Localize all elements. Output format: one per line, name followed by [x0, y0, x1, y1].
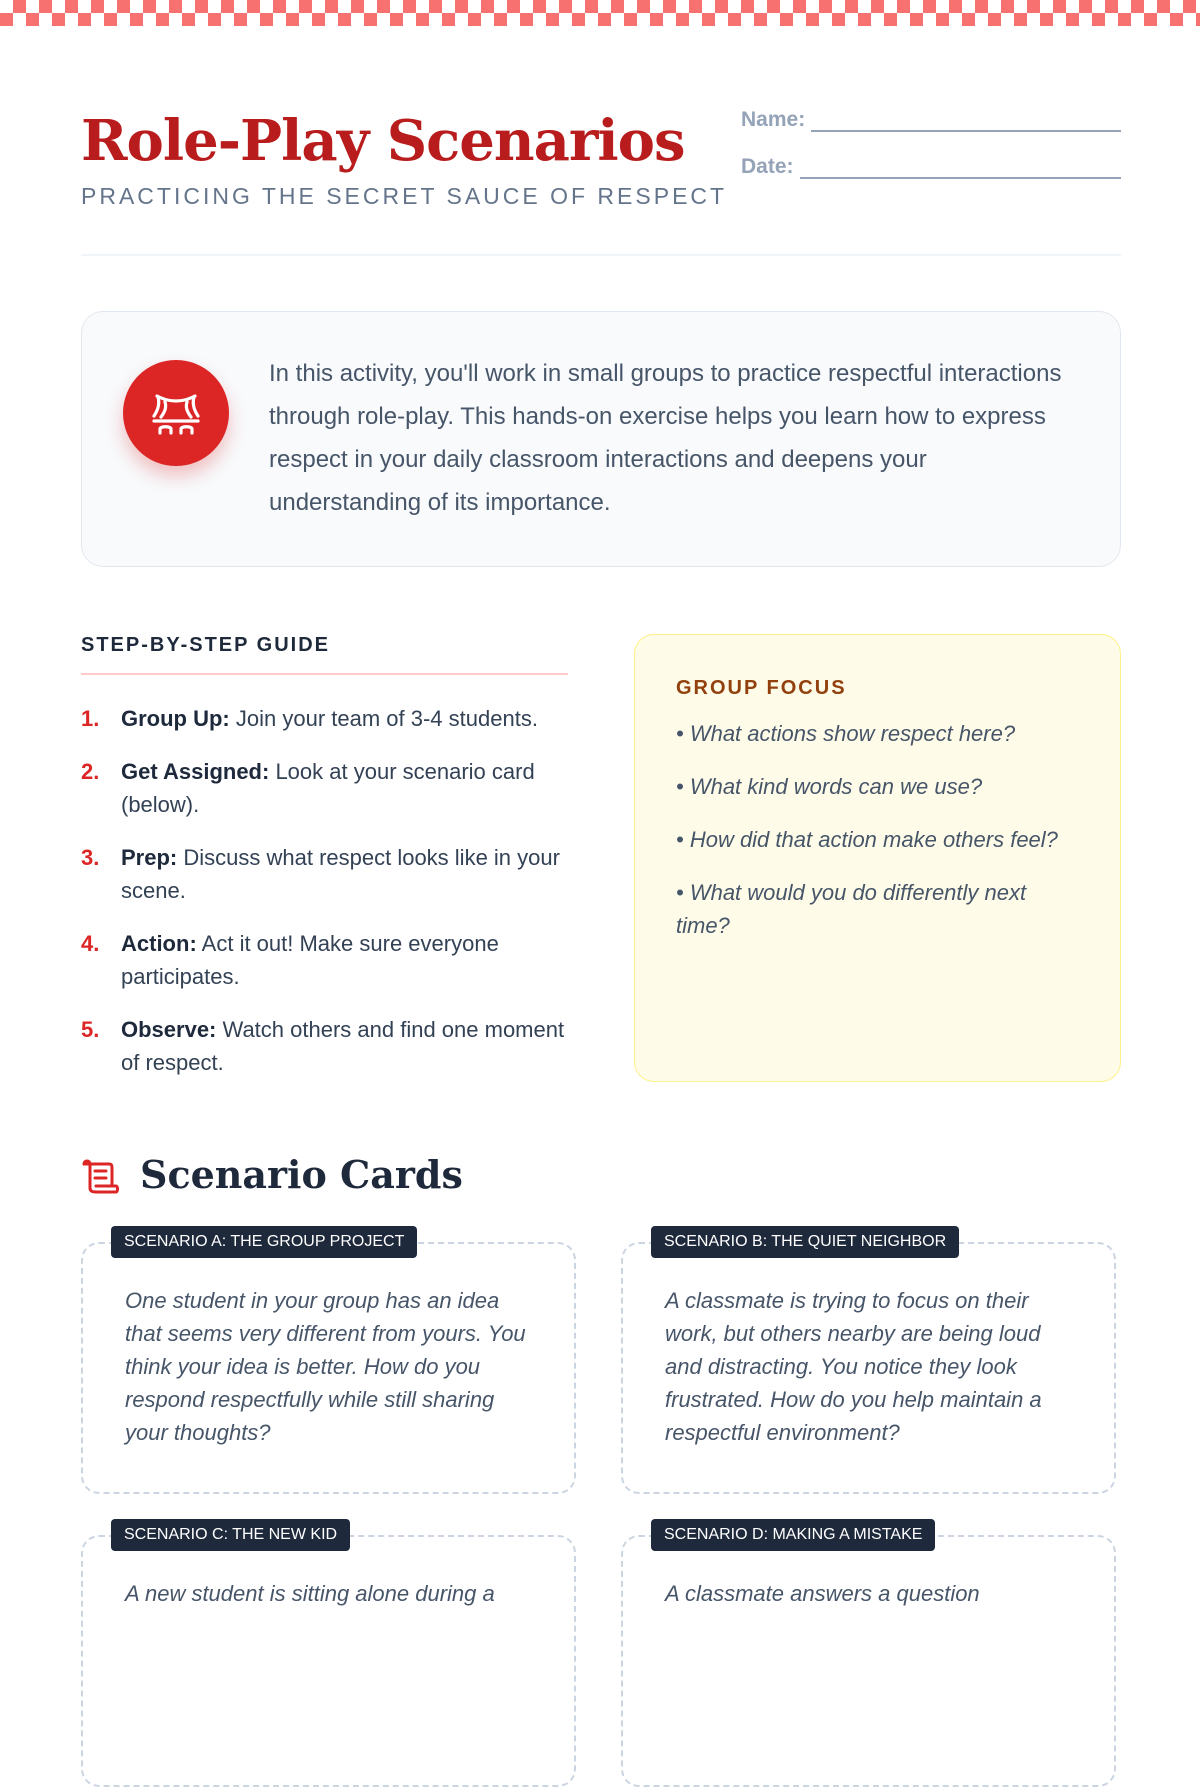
step-number: 5.: [81, 1017, 100, 1042]
step-item: [81, 841, 571, 907]
date-label: Date:: [741, 155, 794, 178]
step-number: 4.: [81, 931, 100, 956]
focus-question: • What kind words can we use?: [676, 774, 983, 799]
step-text: Look at your scenario card (below).: [121, 759, 535, 817]
step-number: 1.: [81, 706, 100, 731]
focus-question: • What actions show respect here?: [676, 721, 1016, 746]
date-field[interactable]: [741, 155, 1121, 179]
step-text: Act it out! Make sure everyone participates.: [121, 931, 499, 989]
scenario-card[interactable]: [621, 1526, 1116, 1787]
intro-box: [81, 311, 1121, 567]
scenario-text: One student in your group has an idea that seems very different from yours. You think your idea is better. How do you respond respectfully while still sharing your thoughts?: [125, 1288, 526, 1445]
focus-question-list: [676, 717, 1086, 962]
step-lead: Get Assigned:: [121, 759, 270, 784]
name-label: Name:: [741, 108, 806, 131]
name-field[interactable]: [741, 108, 1121, 132]
intro-text: In this activity, you'll work in small groups to practice respectful interactions through role-play. This hands-on exercise helps you learn how to express respect in your daily classroom interactions and deepens your understanding of its importance.: [269, 360, 1062, 516]
step-number: 2.: [81, 759, 100, 784]
step-item: [81, 1013, 571, 1079]
step-lead: Action:: [121, 931, 197, 956]
scenario-text: A classmate answers a question: [665, 1581, 980, 1606]
guide-heading: STEP-BY-STEP GUIDE: [81, 634, 331, 656]
page-title: Role-Play Scenarios: [81, 108, 685, 174]
header-divider: [81, 254, 1121, 256]
scenario-tag: SCENARIO D: MAKING A MISTAKE: [651, 1519, 935, 1551]
scenario-text: A classmate is trying to focus on their work, but others nearby are being loud and distracting. You notice they look frustrated. How do you help maintain a respectful environment?: [665, 1288, 1042, 1445]
scenario-text: A new student is sitting alone during a: [125, 1581, 495, 1606]
focus-question: • What would you do differently next time?: [676, 880, 1027, 938]
group-focus-heading: GROUP FOCUS: [676, 677, 847, 699]
scenario-tag: SCENARIO C: THE NEW KID: [111, 1519, 350, 1551]
step-text: Join your team of 3-4 students.: [229, 706, 538, 731]
group-focus-box: [634, 634, 1121, 1082]
step-item: [81, 927, 571, 993]
scenario-tag: SCENARIO A: THE GROUP PROJECT: [111, 1226, 417, 1258]
step-item: [81, 755, 571, 821]
step-text: Discuss what respect looks like in your scene.: [121, 845, 560, 903]
name-line[interactable]: [811, 112, 1121, 132]
step-lead: Group Up:: [121, 706, 230, 731]
checkered-border: [0, 0, 1200, 26]
scenario-tag: SCENARIO B: THE QUIET NEIGHBOR: [651, 1226, 959, 1258]
step-lead: Observe:: [121, 1017, 217, 1042]
step-number: 3.: [81, 845, 100, 870]
step-item: [81, 702, 571, 735]
step-list: [81, 702, 571, 1099]
scenario-card[interactable]: [621, 1233, 1116, 1494]
theater-masks-icon: [123, 360, 229, 466]
page-subtitle: PRACTICING THE SECRET SAUCE OF RESPECT: [81, 183, 728, 209]
guide-divider: [81, 673, 568, 675]
scenario-card[interactable]: [81, 1526, 576, 1787]
step-lead: Prep:: [121, 845, 178, 870]
focus-question: • How did that action make others feel?: [676, 827, 1058, 852]
scroll-icon: [81, 1156, 121, 1196]
step-text: Watch others and find one moment of respect.: [121, 1017, 565, 1075]
scenario-cards-heading: Scenario Cards: [140, 1152, 463, 1197]
scenario-card[interactable]: [81, 1233, 576, 1494]
date-line[interactable]: [800, 159, 1121, 179]
